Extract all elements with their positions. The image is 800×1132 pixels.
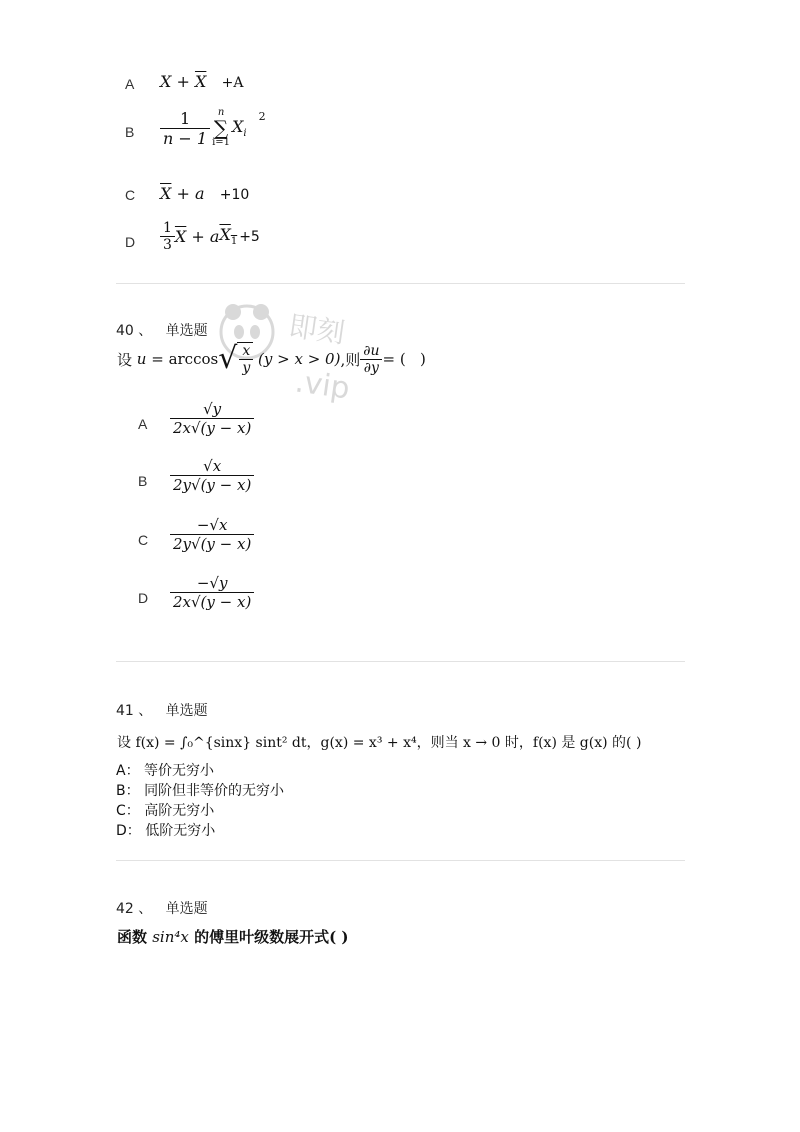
q40-option-d[interactable]: $\frac{-√y}{2x√(y - x)}$ [170,574,254,611]
prev-option-b-formula: $\frac{1}{n - 1}$ n ∑ i=1 $X_i$ 2 [160,108,266,148]
prev-option-c-letter: C [125,187,136,203]
q42-number: 42 、 [116,901,153,917]
q41-header [116,700,208,720]
divider [116,860,685,861]
q42-type: 单选题 [165,901,208,917]
q41-option-b[interactable]: B： 同阶但非等价的无穷小 [116,783,285,799]
prev-option-c-formula: $\overline{X} + a +10$ [160,184,250,203]
q40-number: 40 、 [116,323,153,339]
q41-option-a[interactable]: A： 等价无穷小 [116,763,215,779]
q40-option-c-letter: C [138,532,149,548]
divider [116,661,685,662]
q40-stem: 设 u = arccos √ $\frac{x}{y}$ (y > x > 0) ,则 $\frac{\partial u}{\partial y}$ = ( ) [117,341,426,376]
q42-stem: 函数 sin⁴x 的傅里叶级数展开式( ) [117,928,349,946]
q41-option-c[interactable]: C： 高阶无穷小 [116,803,215,819]
q40-option-d-letter: D [138,590,149,606]
q40-header [116,320,208,340]
q42-header [116,898,208,918]
prev-option-d-letter: D [125,234,136,250]
q41-option-d[interactable]: D： 低阶无穷小 [116,823,216,839]
q41-number: 41 、 [116,703,153,719]
prev-option-b-letter: B [125,124,135,140]
prev-option-a-formula: $X + \overline{X}$ +A [160,72,244,91]
q40-option-a[interactable]: $\frac{√y}{2x√(y - x)}$ [170,400,254,437]
q40-option-c[interactable]: $\frac{-√x}{2y√(y - x)}$ [170,516,254,553]
watermark-text-bottom: .vip [292,364,352,407]
prev-option-d-formula: $\frac{1}{3}$ $\overline{X}$ + a $X_1$ +5 [160,220,260,253]
q40-option-b-letter: B [138,473,148,489]
q40-type: 单选题 [165,323,208,339]
q41-stem: 设 f(x) = ∫₀^{sinx} sint² dt，g(x) = x³ + x⁴，则当 x → 0 时，f(x) 是 g(x) 的( ) [117,735,642,751]
q40-option-a-letter: A [138,416,148,432]
q41-type: 单选题 [165,703,208,719]
prev-option-a-letter: A [125,76,135,92]
q40-option-b[interactable]: $\frac{√x}{2y√(y - x)}$ [170,457,254,494]
divider [116,283,685,284]
watermark-text-top: 即刻 [286,309,347,350]
